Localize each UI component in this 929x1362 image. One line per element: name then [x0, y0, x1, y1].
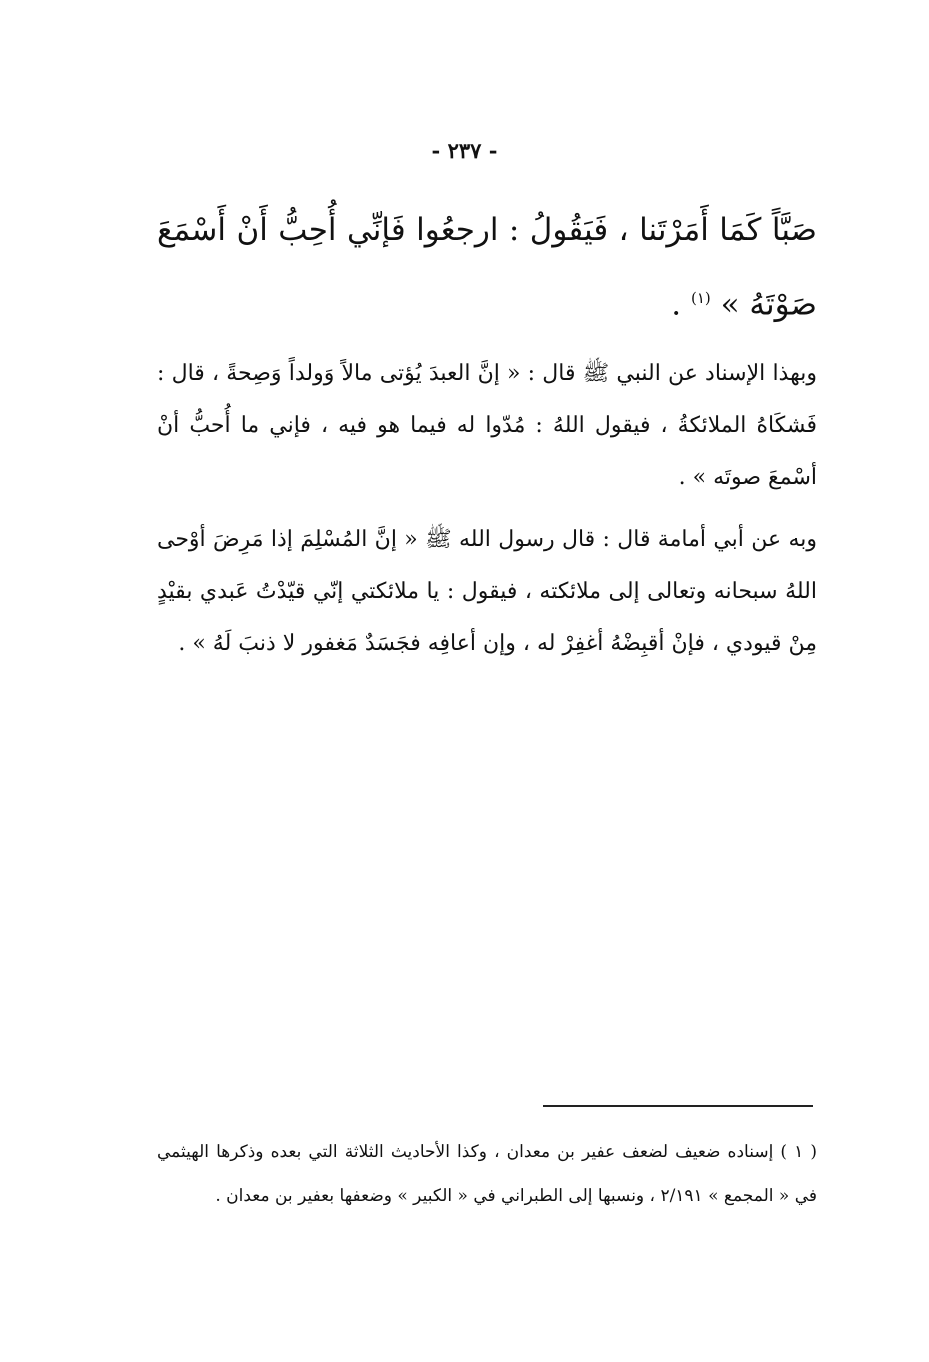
hadith-text: صَبَّاً كَمَا أَمَرْتَنا ، فَيَقُولُ : ارجعُوا فَإنِّي أُحِبُّ أَنْ أَسْمَعَ صَوْتَهُ » — [157, 212, 817, 323]
footnote-reference[interactable]: (١) — [690, 289, 711, 307]
paragraph-1: وبهذا الإسناد عن النبي ﷺ قال : « إنَّ العبدَ يُؤتى مالاً وَولداً وَصِحةً ، قال : فَشكَاهُ الملائكةُ ، فيقول اللهُ : مُدّوا له فيما هو فيه ، فإني ما أُحبُّ أنْ أسْمعَ صوتَه » . — [157, 361, 817, 490]
paragraph-2: وبه عن أبي أمامة قال : قال رسول الله ﷺ « إنَّ المُسْلِمَ إذا مَرِضَ أوْحى اللهُ سبحانه وتعالى إلى ملائكته ، فيقول : يا ملائكتي إنّي قيّدْتُ عَبدي بقيْدٍ مِنْ قيودي ، فإنْ أقبِضْهُ أغفِرْ له ، وإن أعافِه فجَسَدٌ مَغفور لا ذنبَ لَهُ » . — [157, 527, 817, 656]
hadith-continuation — [157, 196, 817, 338]
page-number: - ٢٣٧ - — [431, 138, 498, 163]
footnote: ( ١ ) إسناده ضعيف لضعف عفير بن معدان ، وكذا الأحاديث الثلاثة التي بعده وذكرها الهيثمي في « المجمع » ٢/١٩١ ، ونسبها إلى الطبراني في « الكبير » وضعفها بعفير بن معدان . — [157, 1142, 817, 1206]
hadith-text-tail: . — [671, 286, 682, 323]
footnote-separator — [543, 1105, 813, 1107]
